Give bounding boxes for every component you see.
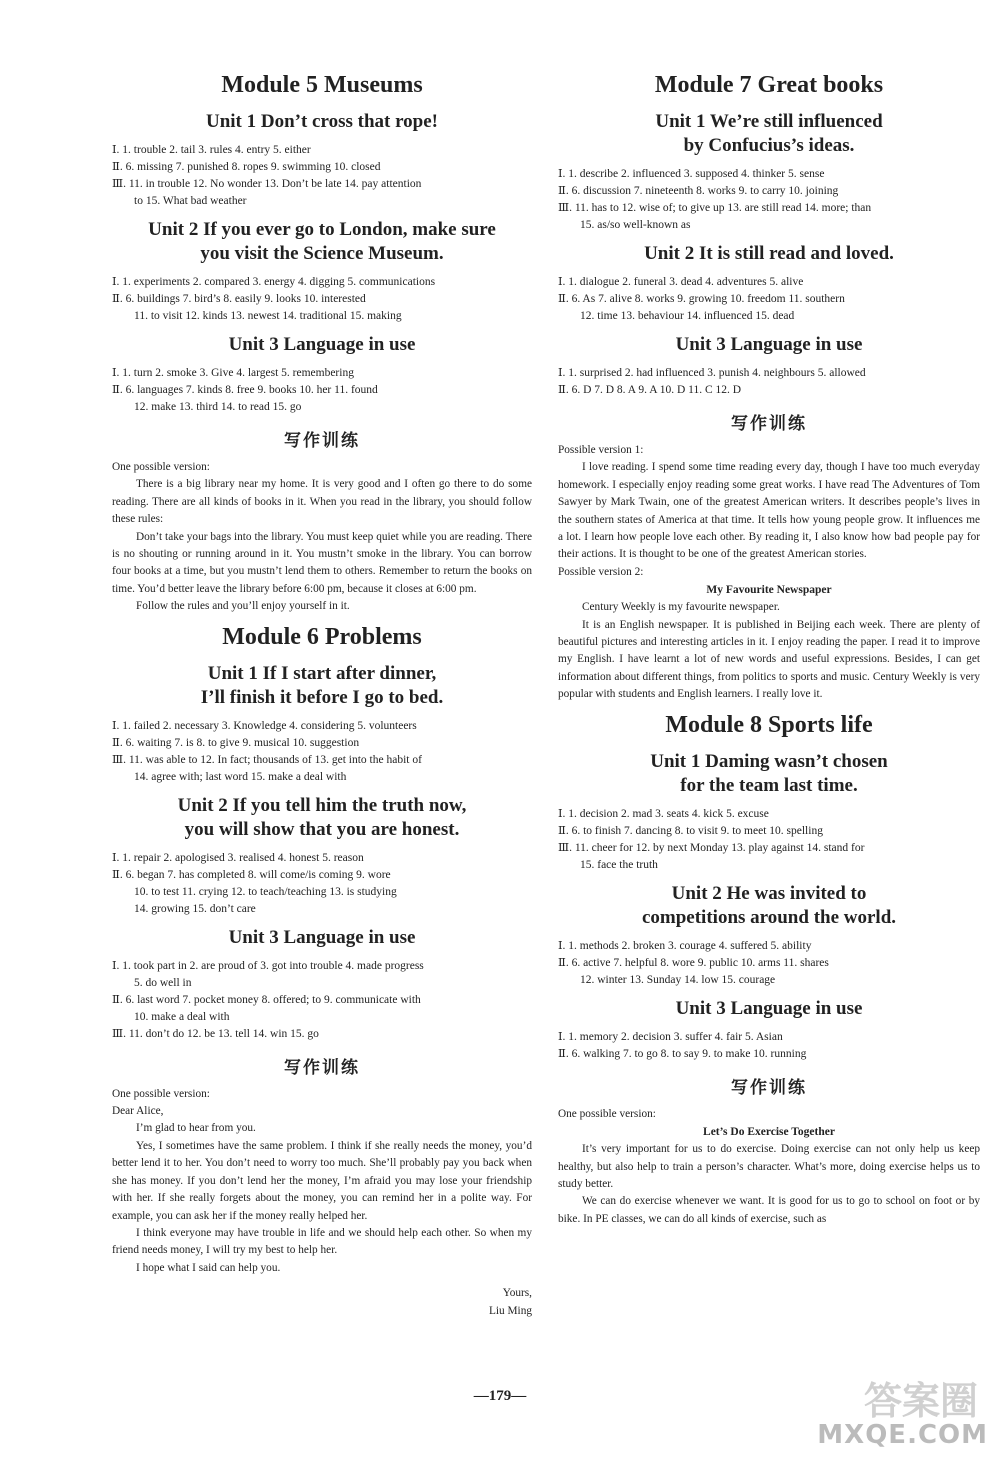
essay-paragraph: We can do exercise whenever we want. It is good for us to go to school on foot or by bike. In PE classes, we can do all kinds of exercise, such as: [558, 1195, 980, 1225]
answer-line: Ⅱ. 6. began 7. has completed 8. will come/is coming 9. wore: [112, 868, 391, 881]
m7-writing-essays: [558, 442, 980, 704]
answer-line: Ⅰ. 1. repair 2. apologised 3. realised 4. honest 5. reason: [112, 851, 364, 864]
essay-paragraph: It is an English newspaper. It is published in Beijing each week. There are plenty of beautiful pictures and interesting articles in it. I enjoy reading the paper. I read it to improve my English. I have learnt a lot of new words and useful expressions. Besides, I can get information about different things, from politics to sports and music. Century Weekly is very popular with students and English learners. I really love it.: [558, 618, 980, 701]
answer-line: 5. do well in: [134, 976, 192, 989]
title-line: competitions around the world.: [641, 906, 897, 928]
m7-unit1-answers: [558, 166, 980, 234]
page-number: —179—: [473, 1388, 527, 1404]
m5-unit1-title: Unit 1 Don’t cross that rope!: [205, 111, 439, 132]
title-line: Unit 1 We’re still influenced: [655, 111, 883, 132]
left-column: [112, 70, 532, 1320]
watermark-site: MXQE.COM: [817, 1420, 988, 1450]
answer-line: Ⅲ. 11. don’t do 12. be 13. tell 14. win 15. go: [112, 1027, 319, 1040]
letter-closing: Yours,: [502, 1287, 532, 1300]
m6-unit1-title: [112, 662, 532, 710]
m8-unit2-answers: [558, 938, 980, 989]
answer-line: Ⅱ. 6. last word 7. pocket money 8. offered; to 9. communicate with: [112, 993, 421, 1006]
m8-writing-title: 写作训练: [731, 1077, 807, 1098]
essay-paragraph: It’s very important for us to do exercise. Doing exercise can not only help us keep healthy, but also help to train a person’s character. What’s more, doing exercise helps us to study better.: [558, 1143, 980, 1190]
m8-unit2-title: [558, 882, 980, 930]
letter-signature: Liu Ming: [489, 1304, 532, 1317]
m8-unit1-answers: [558, 806, 980, 874]
answer-line: Ⅰ. 1. failed 2. necessary 3. Knowledge 4. considering 5. volunteers: [112, 719, 417, 732]
title-line: Unit 1 If I start after dinner,: [207, 662, 437, 684]
title-line: Unit 2 He was invited to: [671, 882, 867, 904]
essay-paragraph: Century Weekly is my favourite newspaper.: [582, 601, 780, 614]
module-7-title: Module 7 Great books: [654, 72, 884, 98]
essay-paragraph: I’m glad to hear from you.: [136, 1122, 256, 1135]
essay-intro: Possible version 1:: [558, 444, 644, 456]
answer-line: Ⅰ. 1. describe 2. influenced 3. supposed 4. thinker 5. sense: [558, 168, 825, 180]
right-column: [558, 70, 980, 1228]
answer-line: 12. make 13. third 14. to read 15. go: [134, 401, 302, 413]
module-8-title: Module 8 Sports life: [665, 711, 873, 738]
m5-writing-title: 写作训练: [284, 431, 360, 451]
answer-line: Ⅱ. 6. active 7. helpful 8. wore 9. public 10. arms 11. shares: [558, 956, 829, 969]
title-line: Unit 2 If you tell him the truth now,: [177, 794, 467, 816]
essay-intro: Possible version 2:: [558, 565, 644, 578]
m7-unit3-title: Unit 3 Language in use: [675, 334, 863, 355]
essay-paragraph: I hope what I said can help you.: [136, 1261, 281, 1274]
m7-writing-title: 写作训练: [731, 414, 807, 434]
answer-line: 14. growing 15. don’t care: [134, 902, 256, 915]
m5-writing-essay: [112, 459, 532, 616]
m6-unit2-answers: [112, 850, 532, 918]
watermark-logo: [818, 1370, 988, 1450]
m6-unit3-answers: [112, 958, 532, 1043]
m8-unit3-title: Unit 3 Language in use: [675, 997, 863, 1019]
answer-line: 10. to test 11. crying 12. to teach/teaching 13. is studying: [134, 885, 397, 898]
m8-unit1-title: [558, 750, 980, 798]
title-line: by Confucius’s ideas.: [683, 135, 855, 156]
answer-line: 11. to visit 12. kinds 13. newest 14. traditional 15. making: [134, 310, 402, 322]
answer-line: 12. time 13. behaviour 14. influenced 15. dead: [580, 310, 795, 322]
m6-writing-title: 写作训练: [284, 1057, 360, 1078]
answer-line: Ⅱ. 6. to finish 7. dancing 8. to visit 9. to meet 10. spelling: [558, 824, 823, 837]
module-6-title: Module 6 Problems: [222, 623, 422, 650]
essay-intro: One possible version:: [558, 1107, 656, 1120]
m6-writing-letter: [112, 1086, 532, 1277]
m5-unit1-answers: [112, 142, 532, 210]
answer-line: Ⅱ. 6. As 7. alive 8. works 9. growing 10. freedom 11. southern: [558, 293, 845, 305]
essay-intro: One possible version:: [112, 461, 210, 473]
essay-intro: One possible version:: [112, 1087, 210, 1100]
essay-paragraph: Yes, I sometimes have the same problem. I think if she really needs the money, you’d better lend it to her. You don’t need to worry too much. She’ll probably pay you back when she has money. If you don’t lend her the money, I’m afraid you may lose your friendship with her. If she really forgets about the money, you can remind her in a polite way. For example, you can ask her if the money really helped her.: [112, 1139, 532, 1222]
essay-paragraph: There is a big library near my home. It is very good and I often go there to do some reading. There are all kinds of books in it. When you read in the library, you should follow these rules:: [112, 478, 532, 526]
answer-line: Ⅰ. 1. turn 2. smoke 3. Give 4. largest 5. remembering: [112, 367, 354, 379]
answer-line: 15. face the truth: [580, 858, 658, 871]
m5-unit3-answers: [112, 365, 532, 416]
answer-line: Ⅱ. 6. missing 7. punished 8. ropes 9. swimming 10. closed: [112, 161, 381, 173]
essay-title: Let’s Do Exercise Together: [703, 1126, 835, 1139]
essay-paragraph: Don’t take your bags into the library. You must keep quiet while you are reading. There is no shouting or running around in it. You mustn’t smoke in the library. You can borrow four books at a time, but you mustn’t lend them to others. Remember to return the books on time. You’d better leave the library before 6:00 pm, because it closes at 6:00 pm.: [112, 530, 532, 595]
m8-unit3-answers: [558, 1029, 980, 1063]
answer-line: Ⅰ. 1. trouble 2. tail 3. rules 4. entry 5. either: [112, 144, 311, 156]
answer-line: Ⅰ. 1. experiments 2. compared 3. energy 4. digging 5. communications: [112, 276, 436, 288]
answer-line: Ⅰ. 1. memory 2. decision 3. suffer 4. fair 5. Asian: [558, 1030, 783, 1043]
answer-line: Ⅰ. 1. decision 2. mad 3. seats 4. kick 5. excuse: [558, 807, 769, 820]
m6-unit1-answers: [112, 718, 532, 786]
module-5-title: Module 5 Museums: [221, 72, 423, 98]
title-line: I’ll finish it before I go to bed.: [200, 686, 444, 708]
watermark-logo-text: 答案圈: [863, 1379, 978, 1423]
m7-unit3-answers: [558, 365, 980, 399]
answer-line: Ⅱ. 6. languages 7. kinds 8. free 9. books 10. her 11. found: [112, 384, 378, 396]
essay-title: My Favourite Newspaper: [706, 584, 832, 597]
answer-line: Ⅰ. 1. methods 2. broken 3. courage 4. suffered 5. ability: [558, 939, 812, 952]
m5-unit3-title: Unit 3 Language in use: [228, 334, 416, 355]
m8-writing-essay: [558, 1106, 980, 1228]
m7-unit2-answers: [558, 274, 980, 325]
answer-line: Ⅲ. 11. cheer for 12. by next Monday 13. play against 14. stand for: [558, 841, 865, 854]
title-line: Unit 2 If you ever go to London, make sure: [148, 219, 496, 240]
m6-unit2-title: [112, 794, 532, 842]
answer-line: Ⅱ. 6. D 7. D 8. A 9. A 10. D 11. C 12. D: [558, 384, 742, 396]
answer-line: to 15. What bad weather: [134, 195, 247, 207]
essay-paragraph: I love reading. I spend some time reading every day, though I have too much everyday homework. I especially enjoy reading some great works. I have read The Adventures of Tom Sawyer by Mark Twain, one of the greatest American writers. It describes people’s lives in the southern states of America at that time. It tells how young people grow. It influences me a lot. I learn how people love each other. By reading it, I also know how bad people pay for their actions. It is thought to be one of the greatest American stories.: [558, 461, 980, 561]
answer-line: Ⅲ. 11. was able to 12. In fact; thousands of 13. get into the habit of: [112, 753, 422, 766]
answer-line: Ⅲ. 11. has to 12. wise of; to give up 13. are still read 14. more; than: [558, 202, 872, 214]
answer-line: Ⅰ. 1. dialogue 2. funeral 3. dead 4. adventures 5. alive: [558, 276, 804, 288]
title-line: Unit 1 Daming wasn’t chosen: [650, 750, 888, 772]
m6-unit3-title: Unit 3 Language in use: [228, 926, 416, 948]
m5-unit2-title: [112, 218, 532, 266]
answer-line: Ⅱ. 6. buildings 7. bird’s 8. easily 9. looks 10. interested: [112, 293, 366, 305]
answer-line: Ⅲ. 11. in trouble 12. No wonder 13. Don’t be late 14. pay attention: [112, 178, 422, 190]
essay-paragraph: I think everyone may have trouble in life and we should help each other. So when my friend needs money, I will try my best to help her.: [112, 1226, 532, 1257]
answer-line: 14. agree with; last word 15. make a deal with: [134, 770, 347, 783]
title-line: you will show that you are honest.: [184, 818, 460, 840]
m5-unit2-answers: [112, 274, 532, 325]
answer-line: Ⅱ. 6. walking 7. to go 8. to say 9. to make 10. running: [558, 1047, 807, 1060]
answer-line: Ⅱ. 6. waiting 7. is 8. to give 9. musical 10. suggestion: [112, 736, 360, 749]
answer-line: 15. as/so well-known as: [580, 219, 691, 231]
answer-line: 12. winter 13. Sunday 14. low 15. courage: [580, 973, 776, 986]
answer-line: 10. make a deal with: [134, 1010, 230, 1023]
letter-greeting: Dear Alice,: [112, 1105, 164, 1118]
title-line: you visit the Science Museum.: [200, 243, 444, 264]
answer-line: Ⅱ. 6. discussion 7. nineteenth 8. works 9. to carry 10. joining: [558, 185, 839, 197]
m7-unit1-title: [558, 110, 980, 158]
answer-line: Ⅰ. 1. surprised 2. had influenced 3. punish 4. neighbours 5. allowed: [558, 367, 866, 379]
essay-paragraph: Follow the rules and you’ll enjoy yourself in it.: [136, 600, 350, 613]
m7-unit2-title: Unit 2 It is still read and loved.: [644, 243, 894, 264]
answer-line: Ⅰ. 1. took part in 2. are proud of 3. got into trouble 4. made progress: [112, 959, 424, 972]
title-line: for the team last time.: [680, 774, 858, 796]
